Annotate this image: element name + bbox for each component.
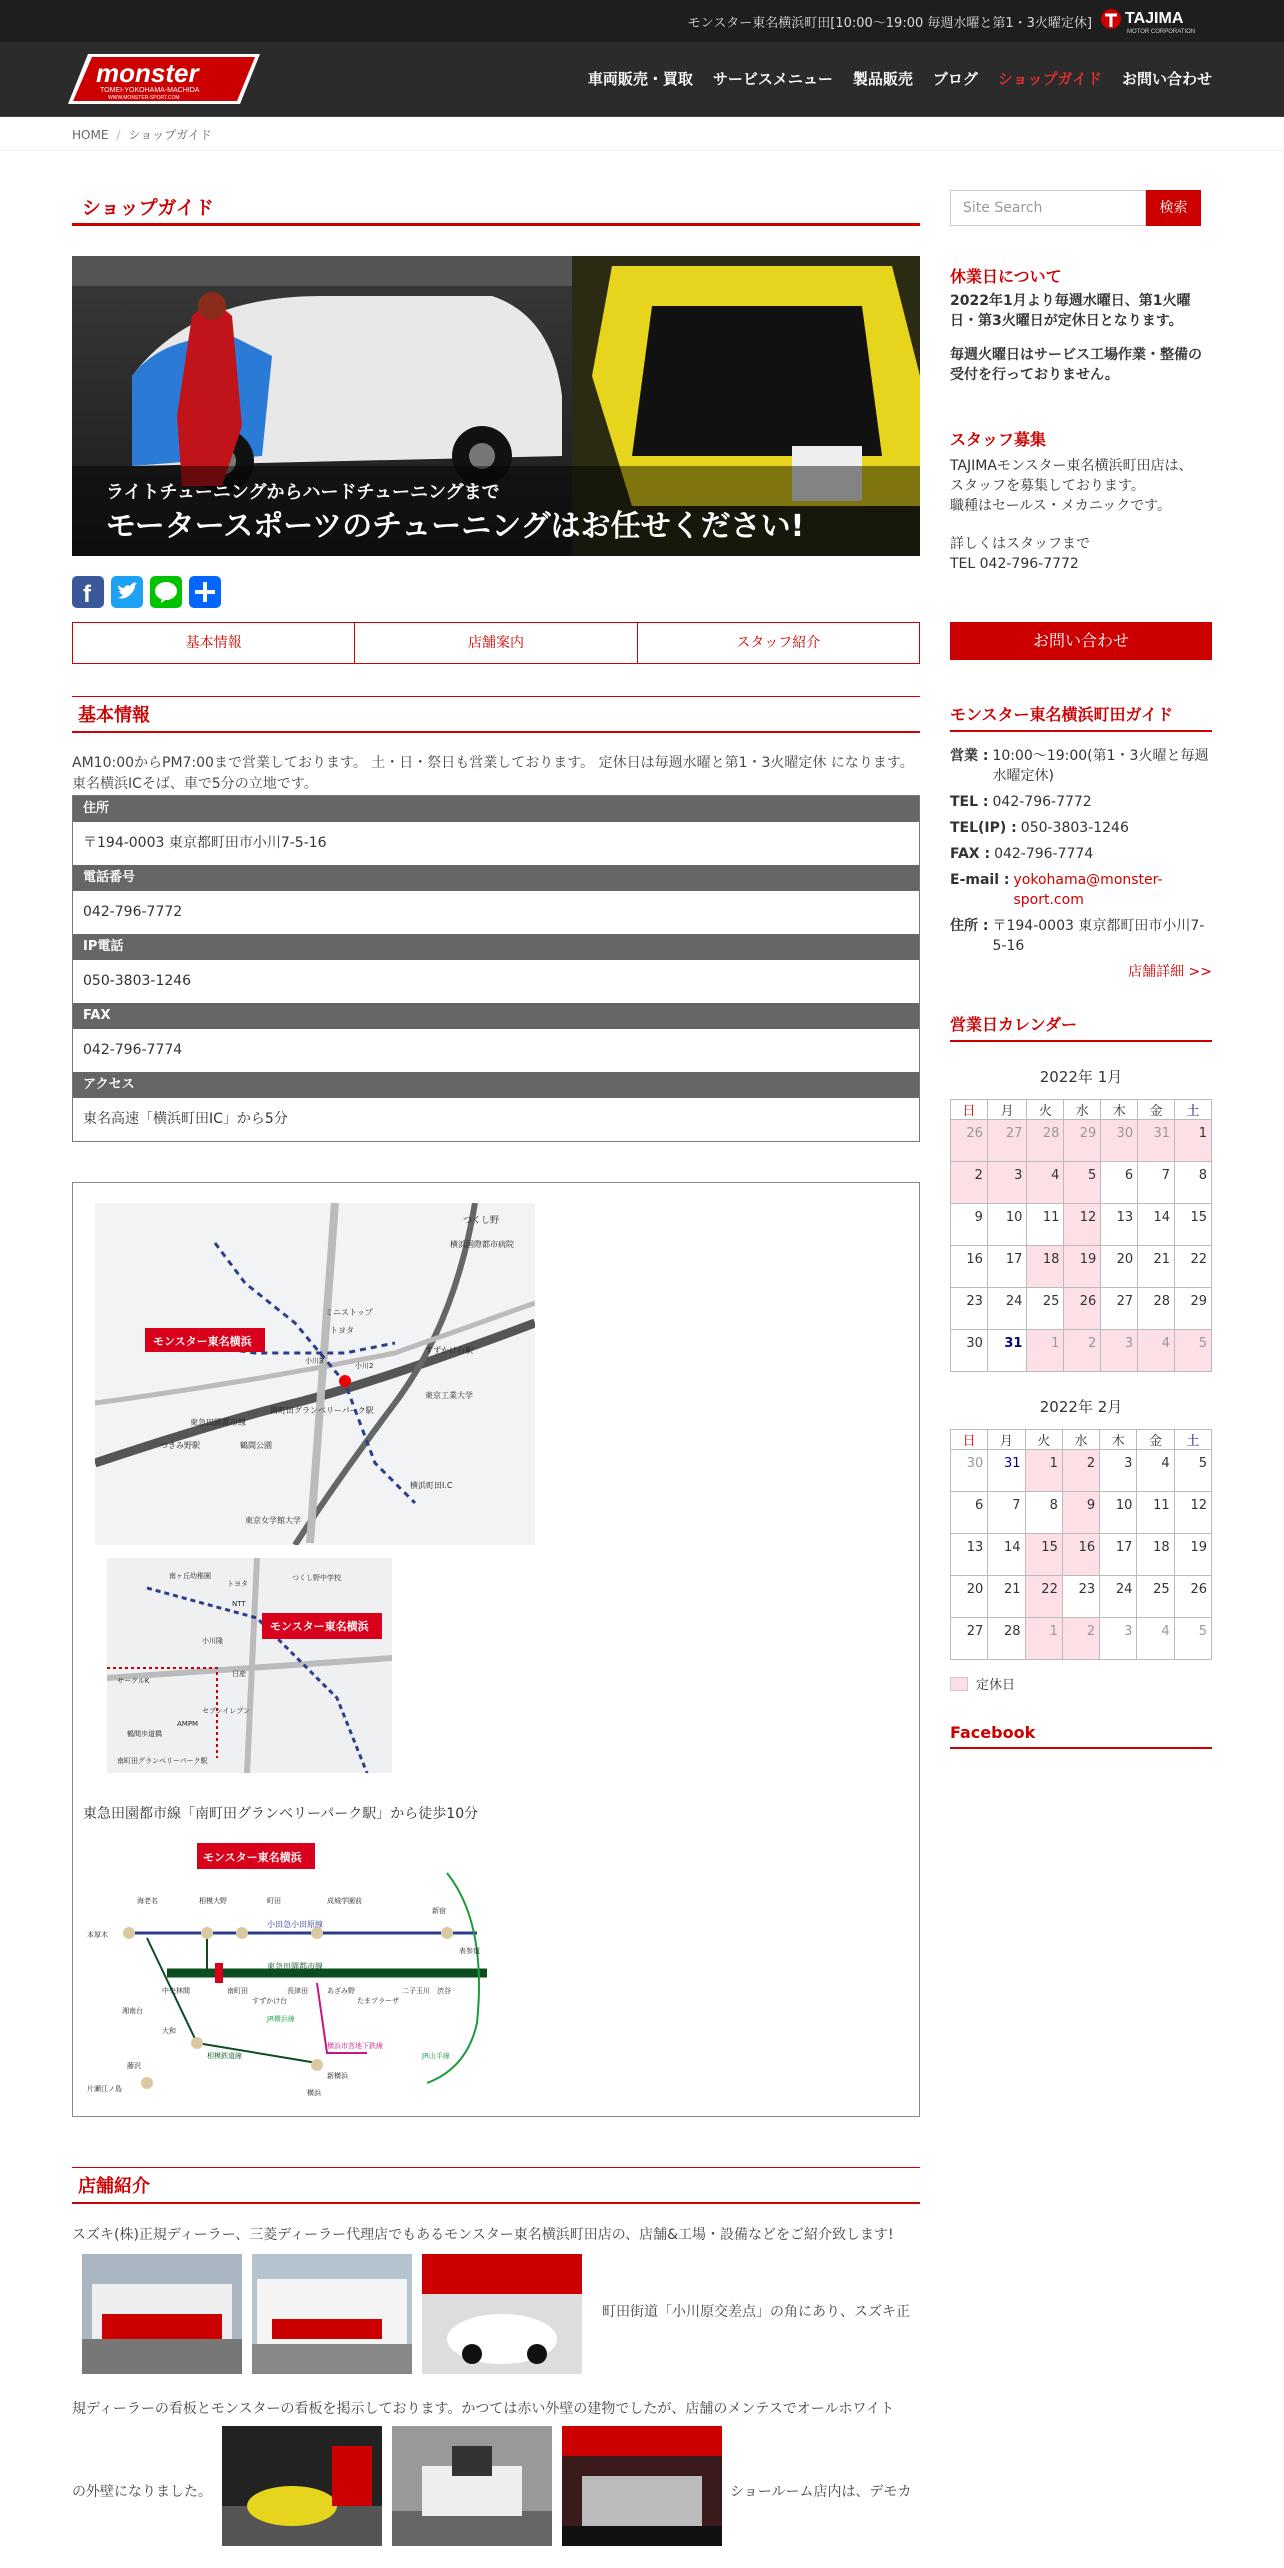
svg-text:東京女学館大学: 東京女学館大学 (245, 1516, 301, 1525)
calendar-day: 15 (1175, 1204, 1212, 1246)
svg-text:小川2: 小川2 (355, 1362, 374, 1370)
station-access-text: 東急田園都市線「南町田グランベリーパーク駅」から徒歩10分 (83, 1806, 479, 1822)
detail-map-shop-label: モンスター東名横浜 (270, 1620, 369, 1633)
calendar-day: 27 (951, 1618, 988, 1660)
svg-text:南ヶ丘幼稚園: 南ヶ丘幼稚園 (169, 1572, 211, 1580)
calendar-day: 13 (1101, 1204, 1138, 1246)
weekday-header: 火 (1027, 1100, 1064, 1120)
contact-button[interactable]: お問い合わせ (950, 622, 1212, 660)
info-value-address: 〒194-0003 東京都町田市小川7-5-16 (73, 822, 919, 865)
svg-text:新宿: 新宿 (432, 1907, 446, 1915)
weekday-header: 日 (951, 1430, 988, 1450)
weekday-header: 土 (1175, 1100, 1212, 1120)
calendar-day: 10 (1100, 1492, 1137, 1534)
calendar-day: 7 (988, 1492, 1025, 1534)
holiday-title: 休業日について (950, 267, 1062, 286)
guide-value-tel-ip: 050-3803-1246 (1020, 820, 1129, 836)
calendar-day: 14 (988, 1534, 1025, 1576)
calendar-day: 3 (987, 1162, 1027, 1204)
banner-line1: ライトチューニングからハードチューニングまで (106, 482, 500, 503)
svg-text:JR山手線: JR山手線 (422, 2052, 450, 2060)
holiday-text-2: 毎週火曜日はサービス工場作業・整備の受付を行っておりません。 (950, 347, 1202, 383)
legend-label: 定休日 (976, 1678, 1016, 1693)
guide-email-link[interactable]: yokohama@monster-sport.com (1013, 872, 1163, 908)
calendar-day: 27 (1101, 1288, 1138, 1330)
share-icon[interactable] (189, 576, 221, 608)
calendar-day: 24 (1100, 1576, 1137, 1618)
svg-text:横浜町田I.C: 横浜町田I.C (410, 1481, 453, 1490)
tab-store-guide[interactable]: 店舗案内 (355, 623, 637, 663)
svg-text:湘南台: 湘南台 (122, 2007, 143, 2015)
business-hours-notice: モンスター東名横浜町田[10:00〜19:00 毎週水曜と第1・3火曜定休] (687, 16, 1092, 31)
svg-text:渋谷: 渋谷 (437, 1987, 451, 1995)
calendar-day: 22 (1025, 1576, 1062, 1618)
svg-text:表参道: 表参道 (459, 1947, 480, 1955)
hero-banner (72, 256, 920, 556)
calendar-day: 9 (1062, 1492, 1099, 1534)
tajima-brand: TAJIMA (1125, 10, 1184, 27)
shop-photos-2 (72, 2426, 920, 2556)
shop-text-3a: の外壁になりました。 (72, 2484, 212, 2500)
tab-staff[interactable]: スタッフ紹介 (736, 635, 821, 651)
calendar-day: 6 (951, 1492, 988, 1534)
calendar-day: 17 (1100, 1534, 1137, 1576)
calendar-day: 25 (1137, 1576, 1174, 1618)
basic-info-title: 基本情報 (72, 696, 920, 733)
weekday-header: 月 (987, 1100, 1027, 1120)
staff-phone: TEL 042-796-7772 (950, 556, 1079, 572)
calendar-day: 3 (1101, 1330, 1138, 1372)
weekday-header: 金 (1138, 1100, 1175, 1120)
staff-text-1: TAJIMAモンスター東名横浜町田店は、 (950, 458, 1193, 474)
calendar-day: 9 (951, 1204, 988, 1246)
svg-text:つきみ野駅: つきみ野駅 (160, 1441, 200, 1450)
weekday-header: 火 (1025, 1430, 1062, 1450)
svg-text:小川隆: 小川隆 (202, 1637, 223, 1645)
info-label-fax: FAX (73, 1003, 919, 1029)
calendar-day: 30 (951, 1330, 988, 1372)
svg-text:すずかけ台駅: すずかけ台駅 (425, 1346, 474, 1355)
calendar-day: 12 (1064, 1204, 1101, 1246)
guide-value-address: 〒194-0003 東京都町田市小川7-5-16 (992, 918, 1205, 954)
calendar-day: 14 (1138, 1204, 1175, 1246)
calendar-day: 1 (1025, 1618, 1062, 1660)
search-input[interactable]: Site Search (950, 190, 1146, 226)
svg-text:町田: 町田 (267, 1897, 281, 1905)
calendar-day: 28 (1027, 1120, 1064, 1162)
svg-text:南町田: 南町田 (227, 1987, 248, 1995)
breadcrumb-current: ショップガイド (128, 128, 212, 142)
shop-photo-6[interactable] (562, 2426, 722, 2546)
calendar-month-title: 2022年 2月 (1039, 1398, 1123, 1416)
banner-image (72, 256, 920, 556)
weekday-header: 水 (1064, 1100, 1101, 1120)
calendar-day: 16 (951, 1246, 988, 1288)
line-icon[interactable] (150, 576, 182, 608)
calendar-day: 2 (1064, 1330, 1101, 1372)
guide-value-hours: 10:00～19:00(第1・3火曜と毎週水曜定休) (992, 748, 1209, 784)
basic-info-intro: AM10:00からPM7:00まで営業しております。 土・日・祭日も営業しております。 定休日は毎週水曜と第1・3火曜定休 になります。東名横浜ICそば、車で5分の立地です。 (72, 755, 914, 792)
svg-text:横浜: 横浜 (307, 2089, 321, 2097)
info-value-access: 東名高速「横浜町田IC」から5分 (73, 1098, 919, 1141)
calendar-day: 11 (1137, 1492, 1174, 1534)
svg-text:トヨタ: トヨタ (330, 1326, 354, 1335)
main-nav (588, 68, 1212, 89)
calendar-day: 31 (988, 1450, 1025, 1492)
svg-text:すずかけ台: すずかけ台 (252, 1997, 288, 2005)
logo-wordmark: monster (96, 58, 199, 88)
svg-text:小川3: 小川3 (305, 1357, 324, 1365)
calendar-day: 29 (1175, 1288, 1212, 1330)
twitter-icon[interactable] (111, 576, 143, 608)
calendar-day: 8 (1175, 1162, 1212, 1204)
calendar-day: 1 (1175, 1120, 1212, 1162)
calendar-day: 19 (1064, 1246, 1101, 1288)
guide-label-hours: 営業 : (950, 748, 989, 764)
svg-text:本厚木: 本厚木 (87, 1931, 108, 1939)
topbar (0, 0, 1284, 42)
svg-text:小田急小田原線: 小田急小田原線 (267, 1920, 323, 1929)
page-title: ショップガイド (72, 190, 920, 226)
svg-text:大和: 大和 (162, 2027, 176, 2035)
calendar-day: 28 (988, 1618, 1025, 1660)
calendar-day: 21 (988, 1576, 1025, 1618)
guide-label-email: E-mail : (950, 872, 1010, 888)
facebook-icon[interactable] (72, 576, 104, 608)
breadcrumb: HOME / ショップガイド (72, 128, 212, 142)
svg-text:長津田: 長津田 (287, 1987, 308, 1995)
breadcrumb-home[interactable]: HOME (72, 128, 109, 142)
logo-sub2: WWW.MONSTER-SPORT.COM (108, 95, 180, 101)
calendar-day: 28 (1138, 1288, 1175, 1330)
calendar-month-title: 2022年 1月 (1039, 1068, 1123, 1086)
staff-text-4: 詳しくはスタッフまで (950, 536, 1090, 552)
search-button[interactable]: 検索 (1146, 190, 1201, 226)
calendar-day: 22 (1175, 1246, 1212, 1288)
svg-text:藤沢: 藤沢 (127, 2062, 141, 2070)
svg-text:海老名: 海老名 (137, 1897, 158, 1905)
info-label-phone: 電話番号 (73, 865, 919, 891)
weekday-header: 金 (1137, 1430, 1174, 1450)
calendar-day: 31 (987, 1330, 1027, 1372)
calendar-day: 2 (1062, 1618, 1099, 1660)
calendar-day: 4 (1138, 1330, 1175, 1372)
calendar-day: 3 (1100, 1618, 1137, 1660)
guide-title: モンスター東名横浜町田ガイド (950, 702, 1212, 732)
calendar-day: 24 (987, 1288, 1027, 1330)
guide-value-fax: 042-796-7774 (994, 846, 1094, 862)
banner-line2: モータースポーツのチューニングはお任せください! (106, 509, 805, 544)
calendar-day: 8 (1025, 1492, 1062, 1534)
svg-text:NTT: NTT (232, 1600, 246, 1608)
svg-text:相模大野: 相模大野 (199, 1897, 227, 1905)
calendar-day: 15 (1025, 1534, 1062, 1576)
calendar-table (950, 1429, 1212, 1660)
access-map-box (72, 1182, 920, 2117)
monster-logo[interactable] (68, 54, 260, 104)
logo-sub1: TOMEI-YOKOHAMA-MACHIDA (100, 87, 200, 94)
svg-text:二子玉川: 二子玉川 (402, 1987, 430, 1995)
nav-shop-guide[interactable]: ショップガイド (997, 70, 1102, 88)
svg-text:横浜国際都市病院: 横浜国際都市病院 (450, 1240, 514, 1249)
svg-text:つくし野: つくし野 (463, 1216, 500, 1226)
business-calendars (950, 1066, 1212, 1660)
calendar-legend (950, 1674, 1212, 1693)
holiday-swatch (950, 1677, 968, 1691)
svg-text:横浜市営地下鉄線: 横浜市営地下鉄線 (327, 2042, 383, 2050)
calendar-day: 18 (1137, 1534, 1174, 1576)
shop-photo-2[interactable] (252, 2254, 412, 2374)
svg-text:鶴間公園: 鶴間公園 (240, 1441, 272, 1450)
svg-text:中央林間: 中央林間 (162, 1987, 190, 1995)
calendar-day: 21 (1138, 1246, 1175, 1288)
calendar-day: 26 (951, 1120, 988, 1162)
svg-text:東京工業大学: 東京工業大学 (425, 1391, 473, 1400)
shop-text-1: 町田街道「小川原交差点」の角にあり、スズキ正 (602, 2304, 910, 2320)
nav-products[interactable]: 製品販売 (852, 70, 913, 88)
guide-label-address: 住所 : (950, 918, 989, 934)
calendar-day: 11 (1027, 1204, 1064, 1246)
calendar-table (950, 1099, 1212, 1372)
svg-text:あざみ野: あざみ野 (327, 1987, 355, 1995)
svg-text:鶴間歩道橋: 鶴間歩道橋 (127, 1730, 162, 1738)
guide-value-tel: 042-796-7772 (992, 794, 1092, 810)
calendar-day: 17 (987, 1246, 1027, 1288)
weekday-header: 土 (1174, 1430, 1211, 1450)
tajima-logo[interactable] (1099, 7, 1209, 35)
tab-basic-info[interactable]: 基本情報 (73, 623, 355, 663)
svg-text:日産: 日産 (232, 1670, 246, 1678)
calendar-day: 12 (1174, 1492, 1211, 1534)
nav-blog[interactable]: ブログ (932, 70, 978, 88)
nav-contact[interactable]: お問い合わせ (1121, 70, 1212, 88)
map-shop-label: モンスター東名横浜 (153, 1335, 252, 1348)
calendar-day: 27 (987, 1120, 1027, 1162)
svg-text:東急田園都市線: 東急田園都市線 (190, 1418, 246, 1427)
rail-map[interactable] (87, 1843, 497, 2098)
calendar-day: 20 (1101, 1246, 1138, 1288)
shop-photo-5[interactable] (392, 2426, 552, 2546)
weekday-header: 日 (951, 1100, 988, 1120)
info-label-ip-phone: IP電話 (73, 934, 919, 960)
calendar-day: 30 (951, 1450, 988, 1492)
shop-photo-1[interactable] (82, 2254, 242, 2374)
calendar-day: 2 (1062, 1450, 1099, 1492)
calendar-day: 13 (951, 1534, 988, 1576)
svg-text:つくし野中学校: つくし野中学校 (292, 1574, 341, 1582)
svg-text:サークルK: サークルK (117, 1677, 150, 1685)
info-label-access: アクセス (73, 1072, 919, 1098)
svg-text:南町田グランベリーパーク駅: 南町田グランベリーパーク駅 (117, 1757, 208, 1765)
calendar-day: 6 (1101, 1162, 1138, 1204)
tajima-brand-sub: MOTOR CORPORATION (1127, 29, 1196, 35)
calendar-day: 4 (1137, 1450, 1174, 1492)
nav-vehicle-sales[interactable]: 車両販売・買取 (587, 70, 693, 88)
calendar-day: 18 (1027, 1246, 1064, 1288)
calendar-title: 営業日カレンダー (950, 1012, 1212, 1042)
info-value-ip-phone: 050-3803-1246 (73, 960, 919, 1003)
info-label-address: 住所 (73, 796, 919, 822)
shop-photo-3[interactable] (422, 2254, 582, 2374)
shop-intro-text: スズキ(株)正規ディーラー、三菱ディーラー代理店でもあるモンスター東名横浜町田店の、店舗&工場・設備などをご紹介致します! (72, 2227, 894, 2243)
calendar-day: 2 (951, 1162, 988, 1204)
svg-text:JR横浜線: JR横浜線 (267, 2015, 295, 2023)
guide-label-tel-ip: TEL(IP) : (950, 820, 1017, 836)
weekday-header: 水 (1062, 1430, 1099, 1450)
svg-text:成城学園前: 成城学園前 (327, 1897, 362, 1905)
calendar-day: 23 (951, 1288, 988, 1330)
holiday-text-1: 2022年1月より毎週水曜日、第1火曜日・第3火曜日が定休日となります。 (950, 293, 1191, 329)
svg-text:セブンイレブン: セブンイレブン (202, 1707, 251, 1715)
site-header (0, 42, 1284, 117)
svg-text:南町田グランベリーパーク駅: 南町田グランベリーパーク駅 (270, 1406, 374, 1415)
calendar-day: 30 (1101, 1120, 1138, 1162)
shop-detail-link[interactable]: 店舗詳細 >> (1128, 964, 1212, 980)
svg-text:東急田園都市線: 東急田園都市線 (267, 1962, 323, 1971)
calendar-day: 5 (1175, 1330, 1212, 1372)
shop-photo-4[interactable] (222, 2426, 382, 2546)
main-content (72, 190, 920, 2556)
calendar-day: 7 (1138, 1162, 1175, 1204)
shop-text-2: 規ディーラーの看板とモンスターの看板を掲示しております。かつては赤い外壁の建物でしたが、店舗のメンテスでオールホワイト (72, 2401, 895, 2417)
svg-text:新横浜: 新横浜 (327, 2072, 348, 2080)
calendar-day: 10 (987, 1204, 1027, 1246)
staff-text-2: スタッフを募集しております。 (950, 478, 1145, 494)
svg-text:トヨタ: トヨタ (227, 1580, 248, 1588)
info-value-fax: 042-796-7774 (73, 1029, 919, 1072)
facebook-title: Facebook (950, 1723, 1212, 1749)
site-search (950, 190, 1212, 226)
calendar-day: 3 (1100, 1450, 1137, 1492)
share-buttons (72, 576, 920, 608)
guide-label-fax: FAX : (950, 846, 991, 862)
svg-text:AMPM: AMPM (177, 1720, 199, 1728)
calendar-day: 1 (1027, 1330, 1064, 1372)
section-tabs (72, 622, 920, 664)
calendar-day: 20 (951, 1576, 988, 1618)
weekday-header: 月 (988, 1430, 1025, 1450)
staff-text-3: 職種はセールス・メカニックです。 (950, 498, 1172, 514)
weekday-header: 木 (1101, 1100, 1138, 1120)
sidebar (950, 190, 1212, 1749)
calendar-day: 5 (1174, 1618, 1211, 1660)
staff-title: スタッフ募集 (950, 430, 1047, 449)
calendar-day: 19 (1174, 1534, 1211, 1576)
calendar-day: 31 (1138, 1120, 1175, 1162)
calendar-day: 23 (1062, 1576, 1099, 1618)
calendar-day: 4 (1137, 1618, 1174, 1660)
nav-service-menu[interactable]: サービスメニュー (712, 70, 833, 88)
calendar-day: 5 (1064, 1162, 1101, 1204)
rail-map-shop-label: モンスター東名横浜 (203, 1851, 302, 1864)
guide-list (950, 746, 1212, 982)
guide-label-tel: TEL : (950, 794, 989, 810)
svg-text:f: f (83, 581, 91, 608)
svg-text:片瀬江ノ島: 片瀬江ノ島 (87, 2085, 122, 2093)
basic-info-table (72, 795, 920, 1142)
calendar-day: 29 (1064, 1120, 1101, 1162)
weekday-header: 木 (1100, 1430, 1137, 1450)
calendar-day: 5 (1174, 1450, 1211, 1492)
shop-intro-title: 店舗紹介 (72, 2167, 920, 2204)
shop-text-3b: ショールーム店内は、デモカ (730, 2484, 912, 2500)
info-value-phone: 042-796-7772 (73, 891, 919, 934)
detail-map[interactable] (107, 1558, 392, 1773)
area-map[interactable] (95, 1203, 535, 1545)
calendar-day: 25 (1027, 1288, 1064, 1330)
svg-text:ミニストップ: ミニストップ (325, 1308, 373, 1317)
calendar-day: 1 (1025, 1450, 1062, 1492)
calendar-day: 16 (1062, 1534, 1099, 1576)
svg-text:たまプラーザ: たまプラーザ (357, 1997, 399, 2005)
svg-text:相模鉄道線: 相模鉄道線 (207, 2052, 242, 2060)
calendar-day: 26 (1174, 1576, 1211, 1618)
calendar-day: 4 (1027, 1162, 1064, 1204)
calendar-day: 26 (1064, 1288, 1101, 1330)
